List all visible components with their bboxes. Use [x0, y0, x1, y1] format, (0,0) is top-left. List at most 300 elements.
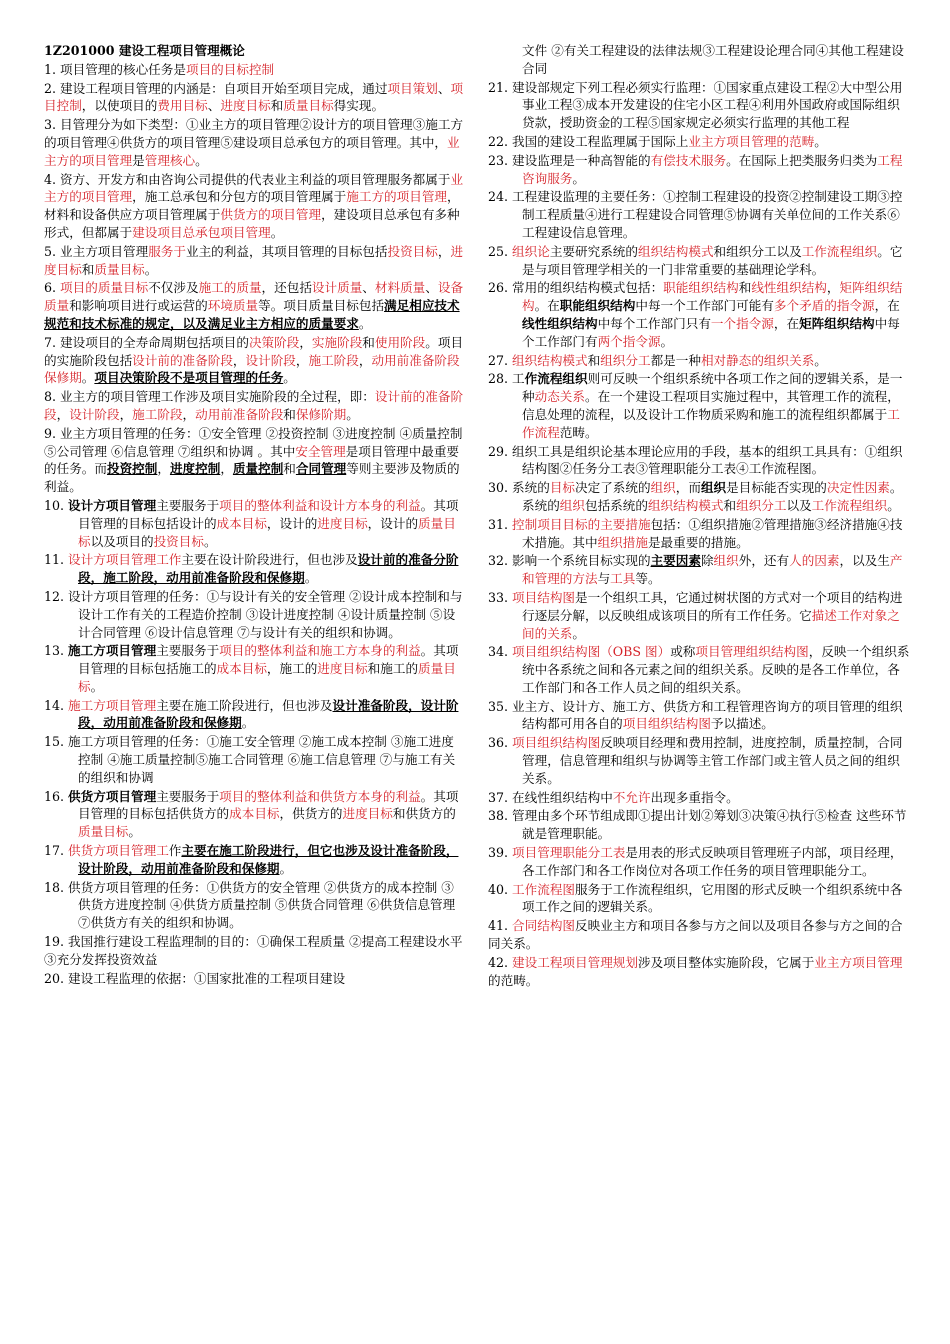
text-run: 使用阶段	[374, 334, 426, 350]
list-item	[44, 970, 466, 988]
text-run: 11.	[44, 552, 69, 568]
text-run: 不仅涉及	[148, 280, 199, 296]
list-item	[488, 643, 910, 696]
text-run: ，反映一个组织系统中各系统之间和各元素之间的组织关系。反映的是各工作单位，各工作部门和各工作人员之间的组织关系。	[522, 644, 910, 695]
text-run: 。项目的实施阶段包括	[44, 334, 464, 368]
text-run: 设计方项目管理工作	[68, 552, 182, 568]
text-run: ，	[826, 280, 840, 296]
text-run: 成本目标	[216, 515, 267, 531]
text-run: 。	[572, 170, 585, 186]
text-run: 项目的整体利益和施工方本身的利益	[219, 643, 421, 659]
text-run: 组织结构模式	[647, 497, 724, 513]
text-run: ，设计的	[367, 515, 419, 531]
text-run: 出现多重指令。	[650, 789, 739, 805]
text-run: 。	[81, 370, 95, 386]
list-item	[488, 188, 910, 241]
text-run: 的范畴。	[488, 972, 539, 988]
list-item	[44, 733, 466, 786]
text-run: 文件 ②有关工程建设的法律法规③工程建设论理合同④其他工程建设合同	[522, 43, 904, 76]
text-run: 。	[572, 625, 585, 641]
text-run: ，而	[675, 480, 701, 496]
text-run: 描述工作对象之间的关系	[522, 607, 900, 641]
text-run: 主要在施工阶段进行，但也涉及	[156, 697, 333, 713]
text-run: 。系统的	[522, 480, 903, 513]
text-run: 组织分工	[736, 497, 787, 513]
text-run: ，	[182, 406, 196, 422]
text-run: 管理核心	[144, 152, 196, 168]
text-run: 动用前准备阶段保修期	[44, 352, 460, 386]
text-run: 以及项目的	[90, 533, 154, 549]
list-item	[44, 879, 466, 932]
text-run: 1. 项目管理的核心任务是	[44, 61, 186, 77]
text-run: 主要研究系统的	[549, 243, 638, 259]
text-run: 和组织分工以及	[713, 243, 802, 259]
text-run: 。	[144, 261, 158, 277]
text-run: 质量目标	[94, 261, 145, 277]
text-run: 或称	[670, 644, 696, 660]
text-run: ，材料和设备供应方项目管理属于	[44, 189, 460, 223]
text-run: 组织	[650, 480, 676, 496]
text-run: 和影响项目进行或运营的	[69, 298, 208, 314]
text-run: 服务于工作流程组织，它用图的形式反映一个组织系统中各项工作之间的逻辑关系。	[522, 881, 903, 915]
list-item	[44, 697, 466, 733]
text-run: 工作流程	[522, 406, 900, 440]
text-run: 31.	[488, 516, 513, 532]
text-run: ，	[220, 461, 233, 477]
text-run: 组织措施	[597, 534, 648, 550]
text-run: 5. 业主方项目管理	[44, 243, 149, 259]
text-run: 业主方项目管理的范畴	[688, 133, 815, 149]
list-item	[44, 80, 466, 116]
text-run: 业主方的项目管理	[44, 171, 464, 205]
text-run: 。在国际上把类服务归类为	[726, 152, 878, 168]
text-run: 33.	[488, 589, 513, 605]
list-item	[44, 61, 466, 79]
text-run: 组织论	[512, 243, 550, 259]
text-run: 是目标能否实现的	[726, 480, 827, 496]
text-run: 32. 影响一个系统目标实现的	[488, 553, 651, 569]
text-run: 施工方的项目管理	[346, 189, 447, 205]
text-run: 业主方项目管理	[814, 954, 903, 970]
list-item	[44, 551, 466, 587]
text-run: 39.	[488, 845, 513, 861]
text-run: 主要服务于	[156, 788, 220, 804]
list-item	[488, 698, 910, 734]
text-run: 42.	[488, 954, 513, 970]
text-run: 2. 建设工程项目管理的内涵是：自项目开始至项目完成，通过	[44, 80, 388, 96]
text-run: 和	[283, 406, 296, 422]
text-run: 25.	[488, 243, 513, 259]
text-run: ，	[119, 406, 133, 422]
text-run: ，设计的	[266, 515, 318, 531]
text-run: 等。	[635, 571, 661, 587]
list-item	[44, 243, 466, 279]
text-run: 进度目标	[44, 243, 464, 277]
text-run: 组织	[713, 553, 739, 569]
text-run: 。	[887, 497, 900, 513]
text-run: 28. 工	[488, 371, 525, 387]
text-run: 决定了系统的	[575, 480, 651, 496]
text-run: 29. 组织工具是组织论基本理论应用的手段，基本的组织工具具有：①组织结构图②任务分工表③管理职能分工表④工作流程图。	[488, 443, 903, 477]
list-item	[44, 334, 466, 387]
text-run: 得实现。	[333, 98, 385, 114]
text-run: 。其项目管理的目标包括施工的	[78, 643, 459, 677]
text-run: 主要因素	[650, 553, 701, 569]
text-run: 作	[168, 843, 182, 859]
text-run: 和	[723, 497, 737, 513]
text-run: 设计阶段	[69, 406, 120, 422]
text-run: 施工阶段	[308, 352, 359, 368]
text-run: 14.	[44, 697, 69, 713]
text-run: 环境质量	[207, 298, 259, 314]
text-run: 项目的整体利益和供货方本身的利益	[219, 788, 421, 804]
text-run: 合同管理	[295, 461, 347, 477]
text-run: 27.	[488, 352, 513, 368]
text-run: 人的因素	[789, 553, 840, 569]
text-run: ，施工总承包和分包方的项目管理属于	[132, 189, 347, 205]
text-run: 施工方项目管理	[68, 697, 157, 713]
text-run: 。在	[534, 298, 560, 314]
list-item	[44, 42, 466, 60]
text-run: 是	[132, 152, 145, 168]
text-run: 是用表的形式反映项目管理班子内部，项目经理，各工作部门和各工作岗位对各项工作任务的项目管理职能分工。	[522, 845, 903, 878]
list-item	[488, 516, 910, 552]
text-run: 相对静态的组织关系	[700, 352, 815, 368]
text-run: ，	[299, 334, 312, 350]
text-run: 12. 设计方项目管理的任务：①与设计有关的安全管理 ②设计成本控制和与设计工作有关的工程造价控制 ③设计进度控制 ④设计质量控制 ⑤设计合同管理 ⑥设计信息管理 ⑦与设计有关的组织和协调。	[44, 588, 463, 640]
text-run: ，	[437, 243, 451, 259]
text-run: 供货方的项目管理	[220, 207, 322, 223]
text-run: 35. 业主方、设计方、施工方、供货方和工程管理咨询方的项目管理的组织结构都可用各自的	[488, 698, 903, 732]
text-run: ，施工的	[266, 661, 318, 677]
text-run: 投资目标	[153, 533, 204, 549]
list-item	[488, 552, 910, 588]
text-run: 外，还有	[738, 553, 790, 569]
list-item	[44, 842, 466, 878]
list-item	[488, 917, 910, 953]
text-run: 施工阶段	[132, 406, 183, 422]
text-run: 等则主要涉及物质的利益。	[44, 461, 460, 495]
text-run: 、	[207, 98, 221, 114]
list-item	[488, 279, 910, 350]
text-run: 34.	[488, 644, 513, 660]
text-run: 质量目标	[78, 515, 456, 549]
text-run: 和	[587, 352, 601, 368]
list-item	[488, 152, 910, 188]
text-run: 项目管理组织结构图	[695, 644, 809, 660]
text-run: 职能组织结构	[559, 298, 636, 314]
text-run: 。其项目管理的目标包括供货方的	[78, 788, 459, 822]
text-run: 质量控制	[232, 461, 284, 477]
text-run: 不允许	[612, 789, 651, 805]
text-run: 21. 建设部规定下列工程必须实行监理：①国家重点建设工程②大中型公用事业工程③成本开发建设的住宅小区工程④利用外国政府或国际组织贷款，授助资金的工程⑤国家规定必须实行监理的其他工程	[488, 79, 903, 131]
text-run: 是项目管理中最重要的任务。而	[44, 443, 460, 477]
text-run: 目标	[549, 480, 576, 496]
text-run: 23. 建设监理是一种高智能的	[488, 152, 651, 168]
text-run: 37. 在线性组织结构中	[488, 789, 613, 805]
text-run: 业主的利益，其项目管理的目标包括	[185, 243, 388, 259]
list-item	[44, 588, 466, 641]
text-run: ，以及生	[839, 553, 890, 569]
text-run: 9. 业主方项目管理的任务：①安全管理 ②投资控制 ③进度控制 ④质量控制 ⑤公司管理 ⑥信息管理 ⑦组织和协调 。其中	[44, 425, 463, 459]
text-run: 费用目标	[157, 98, 208, 114]
text-run: ，供货方的	[279, 806, 343, 822]
text-run: 6.	[44, 280, 61, 296]
text-run: 两个指令源	[597, 333, 661, 349]
list-item	[44, 116, 466, 169]
text-run: 组织	[559, 497, 585, 513]
text-run: 。	[346, 406, 359, 422]
text-run: ，以使项目的	[81, 98, 158, 114]
text-run: 组织结构模式	[512, 352, 588, 368]
text-run: 多个矛盾的指令源	[773, 298, 875, 314]
text-run: 和供货方的	[392, 806, 456, 822]
text-run: 41.	[488, 918, 513, 934]
text-run: 15. 施工方项目管理的任务：①施工安全管理 ②施工成本控制 ③施工进度控制 ④施工质量控制⑤施工合同管理 ⑥施工信息管理 ⑦与施工有关的组织和协调	[44, 734, 456, 785]
text-run: 设备质量	[44, 280, 464, 314]
text-run: 38. 管理由多个环节组成即①提出计划②筹划③决策④执行⑤检查 这些环节就是管理职能。	[488, 808, 907, 842]
text-run: 成本目标	[216, 661, 267, 677]
text-run: 18. 供货方项目管理的任务：①供货方的安全管理 ②供货方的成本控制 ③供货方进度控制 ④供货方质量控制 ⑤供货合同管理 ⑥供货信息管理 ⑦供货方有关的组织和协调。	[44, 879, 456, 931]
text-run: 和施工的	[367, 661, 419, 677]
text-run: 是最重要的措施。	[647, 534, 749, 550]
text-run: 和	[738, 280, 752, 296]
text-run: 。	[241, 715, 255, 731]
text-run: 一个指令源	[710, 315, 774, 331]
text-run: 设计阶段	[245, 352, 296, 368]
text-run: 、	[437, 80, 451, 96]
text-run: 10.	[44, 497, 69, 513]
text-run: 进度目标	[317, 515, 368, 531]
text-run: 主要在设计阶段进行，但也涉及	[181, 552, 358, 568]
text-run: 进度目标	[220, 98, 271, 114]
text-run: 保修阶期	[295, 406, 347, 422]
text-run: 设计前的准备阶段	[44, 389, 464, 422]
text-run: 。	[814, 133, 827, 149]
text-run: 工程咨询服务	[522, 152, 903, 186]
list-item	[488, 734, 910, 787]
text-run: 组织分工	[600, 352, 651, 368]
text-run: 项目控制	[44, 80, 464, 114]
text-run: 。	[203, 533, 217, 549]
text-run: 设计前的准备分阶段，施工阶段，动用前准备阶段和保修期	[78, 552, 459, 586]
list-item	[488, 243, 910, 279]
list-item	[488, 352, 910, 370]
text-run: 质量目标	[78, 824, 129, 840]
text-run: 投资控制	[106, 461, 158, 477]
text-run: 动用前准备阶段	[195, 406, 284, 422]
text-run: 8. 业主方的项目管理工作涉及项目实施阶段的全过程，即：	[44, 389, 375, 405]
text-run: 反映项目经理和费用控制，进度控制，质量控制，合同管理，信息管理和组织与协调等主管工作部门或主管人员之间的组织关系。	[522, 735, 903, 786]
text-run: 。	[304, 570, 318, 586]
list-item	[488, 954, 910, 990]
text-run: 。	[660, 333, 674, 349]
text-run: 进度目标	[317, 661, 368, 677]
text-run: 1Z201000 建设工程项目管理概论	[44, 43, 245, 58]
text-run: ，	[358, 352, 372, 368]
text-run: 主要服务于	[156, 643, 220, 659]
text-run: 主要在施工阶段进行，但它也涉及设计准备阶段，设计阶段，动用前准备阶段和保修期	[78, 843, 459, 876]
text-run: 反映业主方和项目各参与方之间以及项目各参与方之间的合同关系。	[488, 918, 903, 952]
text-run: 。	[128, 824, 141, 840]
text-run: 满足相应技术规范和技术标准的规定，以及满足业主方相应的质量要求	[44, 298, 460, 331]
text-run: 建设项目总承包项目管理	[132, 224, 271, 240]
list-item	[44, 171, 466, 242]
text-run: 22. 我国的建设工程监理属于国际上	[488, 133, 689, 149]
text-run: 涉及项目整体实施阶段，它属于	[637, 954, 815, 970]
text-run: ，	[295, 352, 309, 368]
list-item	[44, 279, 466, 332]
list-item	[488, 370, 910, 441]
document-page	[44, 42, 912, 1332]
text-run: 进度控制	[169, 461, 221, 477]
text-run: 都是一种	[650, 352, 701, 368]
text-run: 主要服务于	[156, 497, 220, 513]
text-run: 供货方项目管理	[68, 788, 157, 804]
text-run: ，还包括	[261, 280, 312, 296]
list-item	[488, 443, 910, 479]
list-item	[488, 589, 910, 642]
text-run: ，	[157, 461, 170, 477]
text-run: 包括：①组织措施②管理措施③经济措施④技术措施。其中	[522, 516, 903, 550]
text-run: 19. 我国推行建设工程监理制的目的：①确保工程质量 ②提高工程建设水平③充分发挥投资效益	[44, 934, 463, 967]
text-run: ，在	[874, 298, 900, 314]
text-run: 工作流程图	[512, 881, 576, 897]
text-run: 设计前的准备阶段	[132, 352, 233, 368]
text-run: 施工的质量	[198, 280, 262, 296]
text-run: 服务于	[148, 243, 186, 259]
text-run: 设计准备阶段，设计阶段，动用前准备阶段和保修期	[78, 697, 459, 731]
text-run: 则可反映一个组织系统中各项工作之间的逻辑关系，是一种	[522, 371, 903, 405]
left-column	[44, 42, 466, 988]
text-run: 项目组织结构图（OBS 图）	[512, 644, 671, 660]
list-item	[488, 789, 910, 807]
text-run: 职能组织结构	[663, 280, 739, 296]
text-run: 建设工程项目管理规划	[512, 954, 638, 970]
text-run: 质量目标	[78, 661, 456, 694]
list-item	[488, 881, 910, 917]
text-run: 以及	[786, 497, 812, 513]
text-run: 是一个组织工具，它通过树状图的方式对一个项目的结构进行逐层分解，以反映组成该项目的所有工作任务。它	[522, 589, 903, 623]
text-run: 、	[362, 280, 375, 296]
text-run: 16.	[44, 788, 69, 804]
text-run: 安全管理	[295, 443, 346, 459]
text-run: 项目的目标控制	[185, 61, 275, 77]
text-run: 投资目标	[387, 243, 438, 259]
list-item	[44, 425, 466, 496]
list-item	[44, 388, 466, 424]
text-run: 。在一个建设工程项目实施过程中，其管理工作的流程，信息处理的流程，以及设计工作物质采购和施工的流程组织都属于	[522, 389, 900, 422]
list-item	[44, 497, 466, 550]
text-run: 26. 常用的组织结构模式包括：	[488, 280, 664, 296]
text-run: 17.	[44, 843, 69, 859]
text-run: 成本目标	[229, 806, 280, 822]
text-run: 进度目标	[342, 806, 393, 822]
text-run: 24. 工程建设监理的主要任务：①控制工程建设的投资②控制建设工期③控制工程质量④进行工程建设合同管理⑤协调有关单位间的工作关系⑥工程建设信息管理。	[488, 189, 903, 240]
text-run: 决定性因素	[826, 480, 890, 496]
text-run: 施工方项目管理	[68, 643, 157, 659]
text-run: 动态关系	[534, 389, 585, 405]
text-run: 项目结构图	[512, 589, 576, 605]
text-run: 线性组织结构	[751, 280, 827, 296]
text-run: 中每个工作部门有	[522, 315, 900, 349]
text-run: 13.	[44, 643, 69, 659]
text-run: 项目管理职能分工表	[512, 845, 626, 861]
text-run: ，建设项目总承包有多种形式，但都属于	[44, 207, 460, 240]
text-run: 4. 资方、开发方和由咨询公司提供的代表业主利益的项目管理服务都属于	[44, 171, 451, 187]
text-run: 作流程组织	[524, 371, 588, 387]
text-run: 与	[597, 571, 611, 587]
text-run: 决策阶段	[248, 334, 300, 350]
text-run: 项目的整体利益和设计方本身的利益	[219, 497, 421, 513]
list-item	[488, 133, 910, 151]
list-item	[488, 42, 910, 78]
list-item	[488, 479, 910, 515]
text-run: 范畴。	[559, 424, 598, 440]
text-run: 设计方项目管理	[68, 497, 157, 513]
text-run: 和	[362, 334, 375, 350]
text-run: 包括系统的	[584, 497, 648, 513]
text-run: 。	[270, 224, 284, 240]
text-run: 、	[425, 280, 438, 296]
text-run: 予以描述。	[710, 716, 774, 732]
text-run: 实施阶段	[311, 334, 363, 350]
text-run: ，	[232, 352, 246, 368]
text-run: 和	[81, 261, 95, 277]
text-run: 组织结构模式	[637, 243, 714, 259]
list-item	[44, 933, 466, 969]
text-run: 3. 目管理分为如下类型：①业主方的项目管理②设计方的项目管理③施工方的项目管理④供货方的项目管理⑤建设项目总承包方的项目管理。其中，	[44, 117, 464, 150]
text-run: 设计质量	[311, 280, 363, 296]
text-run: 20. 建设工程监理的依据：①国家批准的工程项目建设	[44, 970, 346, 986]
text-run: 中每一个工作部门可能有	[635, 298, 774, 314]
text-run: 质量目标	[283, 98, 334, 114]
text-run: 供货方项目管理工	[68, 843, 169, 859]
text-run: 和	[283, 461, 296, 477]
list-item	[488, 807, 910, 843]
text-run: 36.	[488, 735, 513, 751]
text-run: 矩阵组织结构	[522, 280, 903, 314]
text-run: 。其项目管理的目标包括设计的	[78, 497, 459, 531]
text-run: 业主方的项目管理	[44, 134, 460, 168]
text-run: ，在	[773, 315, 800, 331]
text-run: 7. 建设项目的全寿命周期包括项目的	[44, 334, 249, 350]
text-run: 。	[283, 370, 296, 386]
text-run: 组织	[700, 480, 727, 496]
text-run: 和	[270, 98, 284, 114]
text-run: 项目策划	[387, 80, 438, 96]
list-item	[488, 79, 910, 132]
text-run: 控制项目目标的主要措施	[512, 516, 651, 532]
text-run: 除	[700, 553, 714, 569]
text-run: 工具	[610, 571, 636, 587]
text-run: 项目决策阶段不是项目管理的任务	[94, 370, 284, 386]
text-run: 。	[279, 860, 293, 876]
right-column	[488, 42, 910, 990]
text-run: 。它是与项目管理学相关的一门非常重要的基础理论学科。	[522, 243, 903, 277]
text-run: 项目的质量目标	[60, 280, 149, 296]
text-run: 30. 系统的	[488, 480, 550, 496]
text-run: 。	[358, 315, 372, 331]
text-run: 40.	[488, 881, 513, 897]
list-item	[44, 642, 466, 695]
text-run: 材料质量	[374, 280, 426, 296]
text-run: 等。项目质量目标包括	[258, 298, 385, 314]
text-run: 。	[90, 678, 104, 694]
text-run: 项目组织结构图	[512, 735, 601, 751]
text-run: 产和管理的方法	[522, 553, 903, 587]
text-run: 工作流程组织	[801, 243, 878, 259]
